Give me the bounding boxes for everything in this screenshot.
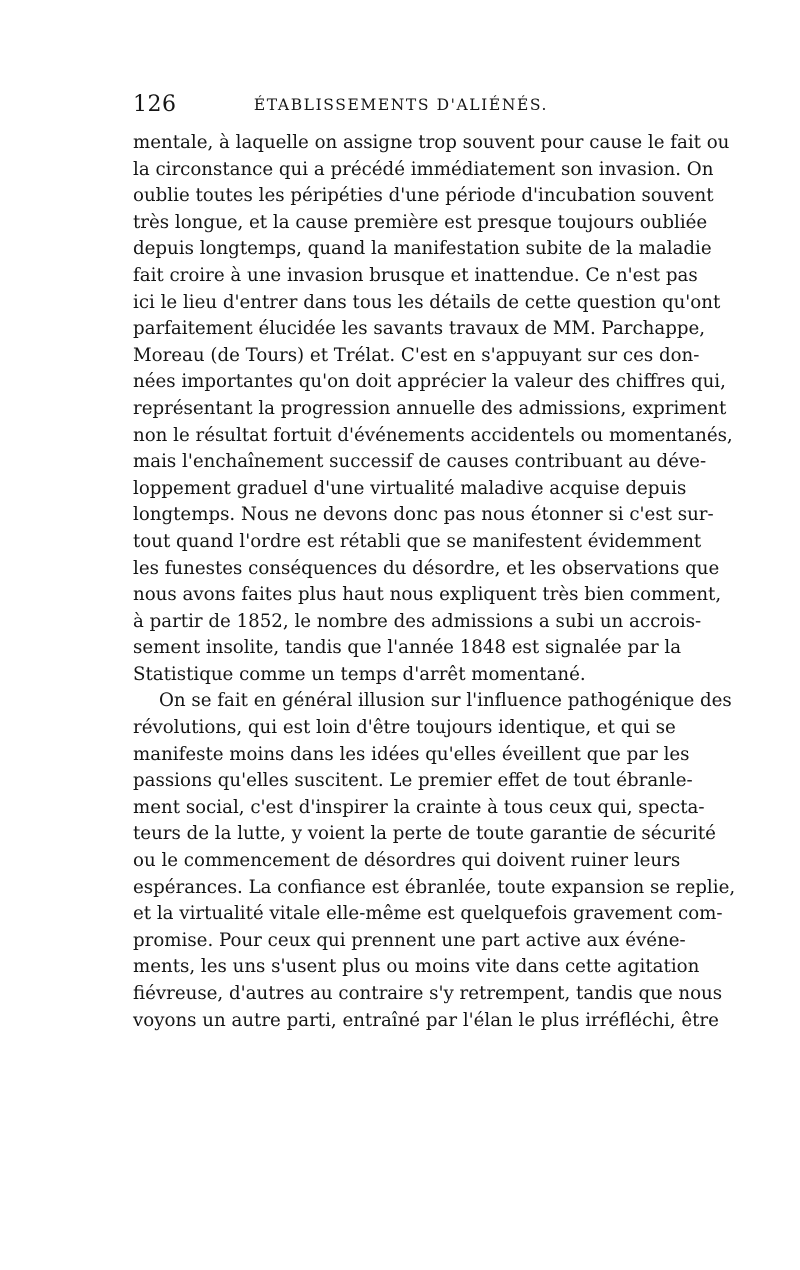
text-line: promise. Pour ceux qui prennent une part active aux événe- [133, 929, 686, 951]
text-line: mais l'enchaînement successif de causes contribuant au déve- [133, 451, 707, 473]
text-line: ment social, c'est d'inspirer la crainte à tous ceux qui, specta- [133, 796, 705, 818]
text-line: tout quand l'ordre est rétabli que se manifestent évidemment [133, 530, 702, 552]
text-line: nous avons faites plus haut nous expliquent très bien comment, [133, 584, 722, 606]
text-line: passions qu'elles suscitent. Le premier effet de tout ébranle- [133, 770, 693, 792]
text-line: longtemps. Nous ne devons donc pas nous étonner si c'est sur- [133, 504, 714, 526]
text-line: représentant la progression annuelle des admissions, expriment [133, 397, 727, 419]
text-line: teurs de la lutte, y voient la perte de toute garantie de sécurité [133, 823, 716, 845]
text-line: nées importantes qu'on doit apprécier la valeur des chiffres qui, [133, 371, 726, 393]
paragraph-1 [133, 130, 733, 688]
text-line: Statistique comme un temps d'arrêt momentané. [133, 663, 586, 685]
running-head [133, 92, 669, 122]
text-line: mentale, à laquelle on assigne trop souvent pour cause le fait ou [133, 132, 730, 153]
text-line: fait croire à une invasion brusque et inattendue. Ce n'est pas [133, 264, 698, 286]
text-line: espérances. La confiance est ébranlée, toute expansion se replie, [133, 876, 736, 898]
text-line: et la virtualité vitale elle-même est quelquefois gravement com- [133, 903, 723, 925]
text-line: voyons un autre parti, entraîné par l'élan le plus irréfléchi, être [133, 1009, 719, 1031]
text-line: Moreau (de Tours) et Trélat. C'est en s'appuyant sur ces don- [133, 344, 700, 366]
running-title: ÉTABLISSEMENTS D'ALIÉNÉS. [253, 96, 549, 114]
text-line: manifeste moins dans les idées qu'elles éveillent que par les [133, 743, 690, 765]
text-line: loppement graduel d'une virtualité maladive acquise depuis [133, 477, 687, 499]
text-line: à partir de 1852, le nombre des admissions a subi un accrois- [133, 610, 702, 632]
text-line: non le résultat fortuit d'événements accidentels ou momentanés, [133, 424, 733, 446]
text-line: les funestes conséquences du désordre, et les observations que [133, 557, 720, 579]
text-line: ments, les uns s'usent plus ou moins vite dans cette agitation [133, 956, 700, 978]
page-number: 126 [133, 92, 177, 117]
text-line: oublie toutes les péripéties d'une période d'incubation souvent [133, 185, 714, 207]
text-line: la circonstance qui a précédé immédiatement son invasion. On [133, 158, 714, 180]
paragraph-2 [133, 688, 736, 1034]
text-line: On se fait en général illusion sur l'influence pathogénique des [159, 690, 732, 712]
text-line: fiévreuse, d'autres au contraire s'y retrempent, tandis que nous [133, 983, 723, 1004]
text-line: parfaitement élucidée les savants travaux de MM. Parchappe, [133, 318, 706, 340]
text-line: ici le lieu d'entrer dans tous les détails de cette question qu'ont [133, 291, 721, 313]
body-text [133, 130, 736, 1034]
text-line: révolutions, qui est loin d'être toujours identique, et qui se [133, 717, 676, 739]
text-line: ou le commencement de désordres qui doivent ruiner leurs [133, 850, 681, 872]
text-line: très longue, et la cause première est presque toujours oubliée [133, 211, 708, 233]
text-line: depuis longtemps, quand la manifestation subite de la maladie [133, 238, 712, 260]
text-line: sement insolite, tandis que l'année 1848 est signalée par la [133, 637, 682, 659]
